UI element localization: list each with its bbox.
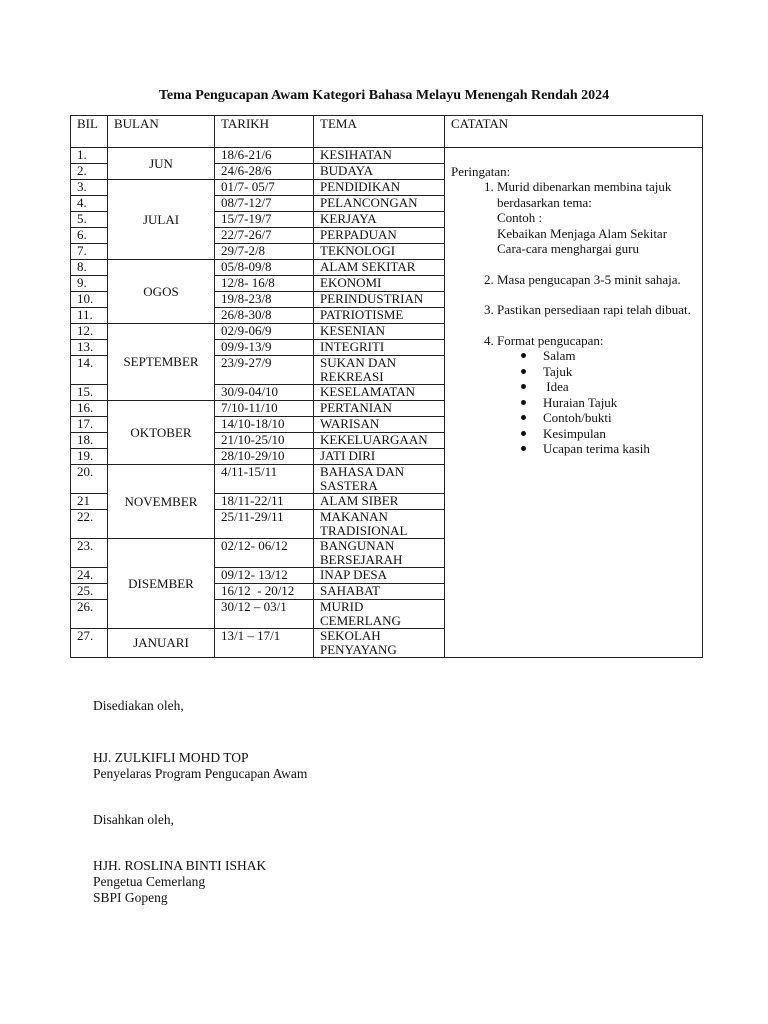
table-header-row xyxy=(71,116,703,148)
row-tema: SUKAN DAN REKREASI xyxy=(314,356,445,385)
row-tarikh: 09/12- 13/12 xyxy=(215,568,314,584)
note-text: Pastikan persediaan rapi telah dibuat. xyxy=(497,302,691,317)
row-bil: 3. xyxy=(71,180,108,196)
document-title: Tema Pengucapan Awam Kategori Bahasa Melayu Menengah Rendah 2024 xyxy=(158,88,610,103)
row-bil: 1. xyxy=(71,148,108,164)
prepared-by-role: Penyelaras Program Pengucapan Awam xyxy=(93,766,308,781)
row-bil: 10. xyxy=(71,292,108,308)
row-tarikh: 4/11-15/11 xyxy=(215,465,314,494)
format-item: Kesimpulan xyxy=(543,426,696,442)
month-julai: JULAI xyxy=(108,180,215,260)
row-tema: PERTANIAN xyxy=(314,401,445,417)
row-tema: KEKELUARGAAN xyxy=(314,433,445,449)
month-november: NOVEMBER xyxy=(108,465,215,539)
row-tarikh: 15/7-19/7 xyxy=(215,212,314,228)
row-bil: 2. xyxy=(71,164,108,180)
header-bil: BIL xyxy=(71,116,108,148)
row-bil: 24. xyxy=(71,568,108,584)
note-item-3 xyxy=(497,302,696,318)
prepared-by-name: HJ. ZULKIFLI MOHD TOP xyxy=(93,750,249,765)
row-tarikh: 22/7-26/7 xyxy=(215,228,314,244)
note-text: Masa pengucapan 3-5 minit sahaja. xyxy=(497,271,681,287)
row-tarikh: 30/9-04/10 xyxy=(215,385,314,401)
month-januari: JANUARI xyxy=(108,629,215,658)
row-tarikh: 18/11-22/11 xyxy=(215,494,314,510)
row-tarikh: 02/12- 06/12 xyxy=(215,539,314,568)
row-tema: KERJAYA xyxy=(314,212,445,228)
row-tema: KESENIAN xyxy=(314,324,445,340)
row-tarikh: 19/8-23/8 xyxy=(215,292,314,308)
row-tema: KESELAMATAN xyxy=(314,385,445,401)
row-bil: 6. xyxy=(71,228,108,244)
format-item: Contoh/bukti xyxy=(543,410,696,426)
row-tema: MURID CEMERLANG xyxy=(314,600,445,629)
table-row xyxy=(71,148,703,164)
row-bil: 11. xyxy=(71,308,108,324)
row-bil: 16. xyxy=(71,401,108,417)
month-disember: DISEMBER xyxy=(108,539,215,629)
month-oktober: OKTOBER xyxy=(108,401,215,465)
row-tarikh: 14/10-18/10 xyxy=(215,417,314,433)
row-tema: BUDAYA xyxy=(314,164,445,180)
notes-cell xyxy=(445,148,703,658)
row-tarikh: 28/10-29/10 xyxy=(215,449,314,465)
format-item: Salam xyxy=(543,348,696,364)
approved-by-role: Pengetua Cemerlang xyxy=(93,874,206,889)
row-tarikh: 01/7- 05/7 xyxy=(215,180,314,196)
row-tema: PERINDUSTRIAN xyxy=(314,292,445,308)
row-bil: 5. xyxy=(71,212,108,228)
format-item: Huraian Tajuk xyxy=(543,395,696,411)
note-example-1: Kebaikan Menjaga Alam Sekitar xyxy=(497,225,668,241)
row-tema: PATRIOTISME xyxy=(314,308,445,324)
row-tema: WARISAN xyxy=(314,417,445,433)
note-example-label: Contoh : xyxy=(497,210,543,225)
row-tarikh: 09/9-13/9 xyxy=(215,340,314,356)
row-tema: ALAM SEKITAR xyxy=(314,260,445,276)
note-item-1 xyxy=(497,179,696,257)
row-tarikh: 02/9-06/9 xyxy=(215,324,314,340)
row-bil: 18. xyxy=(71,433,108,449)
row-tema: BAHASA DAN SASTERA xyxy=(314,465,445,494)
row-tarikh: 08/7-12/7 xyxy=(215,196,314,212)
row-tarikh: 24/6-28/6 xyxy=(215,164,314,180)
row-tema: SEKOLAH PENYAYANG xyxy=(314,629,445,658)
row-bil: 4. xyxy=(71,196,108,212)
row-tema: TEKNOLOGI xyxy=(314,244,445,260)
row-tema: PERPADUAN xyxy=(314,228,445,244)
row-tarikh: 7/10-11/10 xyxy=(215,401,314,417)
row-tema: PENDIDIKAN xyxy=(314,180,445,196)
row-tema: INTEGRITI xyxy=(314,340,445,356)
row-tema: PELANCONGAN xyxy=(314,196,445,212)
month-september: SEPTEMBER xyxy=(108,324,215,401)
format-item: Ucapan terima kasih xyxy=(543,441,696,457)
row-tarikh: 29/7-2/8 xyxy=(215,244,314,260)
row-bil: 21 xyxy=(71,494,108,510)
row-tarikh: 25/11-29/11 xyxy=(215,510,314,539)
row-tema: BANGUNAN BERSEJARAH xyxy=(314,539,445,568)
month-ogos: OGOS xyxy=(108,260,215,324)
row-bil: 27. xyxy=(71,629,108,658)
row-bil: 20. xyxy=(71,465,108,494)
prepared-by-label: Disediakan oleh, xyxy=(93,698,184,713)
row-tarikh: 21/10-25/10 xyxy=(215,433,314,449)
row-tarikh: 16/12 - 20/12 xyxy=(215,584,314,600)
row-bil: 26. xyxy=(71,600,108,629)
header-tarikh: TARIKH xyxy=(215,116,314,148)
note-example-2: Cara-cara menghargai guru xyxy=(497,241,639,256)
row-bil: 23. xyxy=(71,539,108,568)
note-text: Format pengucapan: xyxy=(497,332,604,348)
schedule-table xyxy=(70,115,703,658)
row-bil: 12. xyxy=(71,324,108,340)
row-bil: 17. xyxy=(71,417,108,433)
format-list xyxy=(451,348,696,457)
row-tarikh: 13/1 – 17/1 xyxy=(215,629,314,658)
notes-title: Peringatan: xyxy=(451,164,511,179)
note-item-2 xyxy=(497,272,696,288)
row-tema: SAHABAT xyxy=(314,584,445,600)
row-tarikh: 30/12 – 03/1 xyxy=(215,600,314,629)
row-tema: ALAM SIBER xyxy=(314,494,445,510)
month-jun: JUN xyxy=(108,148,215,180)
row-bil: 7. xyxy=(71,244,108,260)
row-bil: 19. xyxy=(71,449,108,465)
row-bil: 25. xyxy=(71,584,108,600)
format-item: Tajuk xyxy=(543,364,696,380)
row-bil: 22. xyxy=(71,510,108,539)
row-tema: INAP DESA xyxy=(314,568,445,584)
row-bil: 15. xyxy=(71,385,108,401)
row-tema: KESIHATAN xyxy=(314,148,445,164)
header-catatan: CATATAN xyxy=(445,116,703,148)
row-tarikh: 26/8-30/8 xyxy=(215,308,314,324)
notes-list xyxy=(451,179,696,348)
row-tarikh: 05/8-09/8 xyxy=(215,260,314,276)
row-tarikh: 23/9-27/9 xyxy=(215,356,314,385)
note-item-4 xyxy=(497,333,696,349)
row-bil: 9. xyxy=(71,276,108,292)
approved-by-name: HJH. ROSLINA BINTI ISHAK xyxy=(93,858,267,873)
header-tema: TEMA xyxy=(314,116,445,148)
row-tema: MAKANAN TRADISIONAL xyxy=(314,510,445,539)
row-tema: JATI DIRI xyxy=(314,449,445,465)
header-bulan: BULAN xyxy=(108,116,215,148)
note-text: Murid dibenarkan membina tajuk berdasarkan tema: xyxy=(497,179,672,210)
approved-by-label: Disahkan oleh, xyxy=(93,812,174,827)
format-item: Idea xyxy=(543,379,696,395)
row-bil: 13. xyxy=(71,340,108,356)
row-bil: 14. xyxy=(71,356,108,385)
row-tema: EKONOMI xyxy=(314,276,445,292)
approved-by-school: SBPI Gopeng xyxy=(93,890,168,905)
row-tarikh: 12/8- 16/8 xyxy=(215,276,314,292)
row-bil: 8. xyxy=(71,260,108,276)
row-tarikh: 18/6-21/6 xyxy=(215,148,314,164)
